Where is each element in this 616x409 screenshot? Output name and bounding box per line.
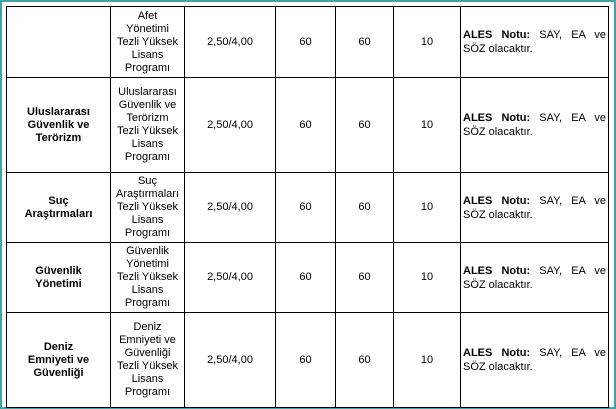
program-line: Lisans [131,373,164,385]
table-row [7,313,609,408]
department-cell [7,243,111,313]
program-line: Lisans [131,214,164,226]
note-text: SAY, EA ve SÖZ olacaktır. [463,264,606,291]
department-line: Uluslararası [27,105,90,118]
note-text: SAY, EA ve SÖZ olacaktır. [463,112,606,138]
note-label: ALES Notu: [463,194,531,207]
program-line: Tezli Yüksek [117,271,178,283]
program-line: Terörizm [126,112,169,124]
program-line: Programı [124,297,171,309]
program-line: Programı [124,227,171,239]
note-label: ALES Notu: [463,29,531,41]
gpa-cell: 2,50/4,00 [185,173,276,243]
program-line: Tezli Yüksek [117,360,178,372]
department-line: Deniz [43,340,74,353]
program-line: Programı [124,386,171,398]
note-label: ALES Notu: [463,112,531,124]
score-cell: 60 [336,243,394,313]
department-line: Güvenlik ve [27,118,90,131]
program-requirements-table [6,6,609,408]
department-line: Terörizm [35,131,82,144]
program-line: Programı [124,61,171,74]
table-row [7,7,609,78]
program-line: Tezli Yüksek [117,125,178,137]
program-line: Araştırmaları [116,188,179,200]
note-cell [461,243,609,313]
score-cell: 60 [336,78,394,173]
score-cell: 10 [394,173,461,243]
department-line: Güvenlik [35,264,82,277]
score-cell: 60 [336,173,394,243]
program-line: Lisans [131,138,164,150]
note-cell [461,173,609,243]
score-cell: 60 [336,7,394,78]
program-cell [111,78,185,173]
program-line: Tezli Yüksek [117,201,178,213]
program-line: Deniz [133,321,162,333]
score-cell: 60 [276,243,336,313]
gpa-cell: 2,50/4,00 [185,313,276,408]
score-cell: 60 [276,173,336,243]
program-line: Yönetimi [126,22,169,35]
score-cell: 10 [394,243,461,313]
program-line: Güvenliği [124,347,171,359]
department-line: Yönetimi [35,277,82,290]
note-label: ALES Notu: [463,347,531,359]
program-line: Programı [124,151,171,163]
department-line: Emniyeti ve [27,353,90,366]
department-cell [7,173,111,243]
program-line: Lisans [131,284,164,296]
program-cell [111,173,185,243]
score-cell: 10 [394,78,461,173]
note-label: ALES Notu: [463,264,531,277]
note-text: SAY, EA ve SÖZ olacaktır. [463,194,606,221]
program-line: Suç [138,175,157,187]
note-cell [461,78,609,173]
note-cell [461,313,609,408]
note-text: SAY, EA ve SÖZ olacaktır. [463,29,606,55]
score-cell: 60 [336,313,394,408]
department-cell [7,78,111,173]
department-line: Suç [48,194,69,207]
note-text: SAY, EA ve SÖZ olacaktır. [463,347,606,373]
department-line: Araştırmaları [24,207,93,220]
program-line: Yönetimi [126,258,169,270]
program-line: Tezli Yüksek [117,35,178,48]
score-cell: 10 [394,7,461,78]
score-cell: 60 [276,313,336,408]
gpa-cell: 2,50/4,00 [185,78,276,173]
score-cell: 60 [276,7,336,78]
gpa-cell: 2,50/4,00 [185,7,276,78]
gpa-cell: 2,50/4,00 [185,243,276,313]
program-line: Güvenlik ve [118,99,177,111]
department-line: Güvenliği [33,366,84,379]
program-line: Güvenlik [126,245,169,257]
department-cell [7,7,111,78]
table-row [7,78,609,173]
program-line: Emniyeti ve [119,334,176,346]
note-cell [461,7,609,78]
department-cell [7,313,111,408]
table-row [7,173,609,243]
score-cell: 10 [394,313,461,408]
program-cell [111,313,185,408]
program-line: Lisans [131,48,164,61]
score-cell: 60 [276,78,336,173]
program-line: Afet [137,9,158,22]
program-cell [111,243,185,313]
table-row [7,243,609,313]
program-cell [111,7,185,78]
program-line: Uluslararası [118,86,177,98]
